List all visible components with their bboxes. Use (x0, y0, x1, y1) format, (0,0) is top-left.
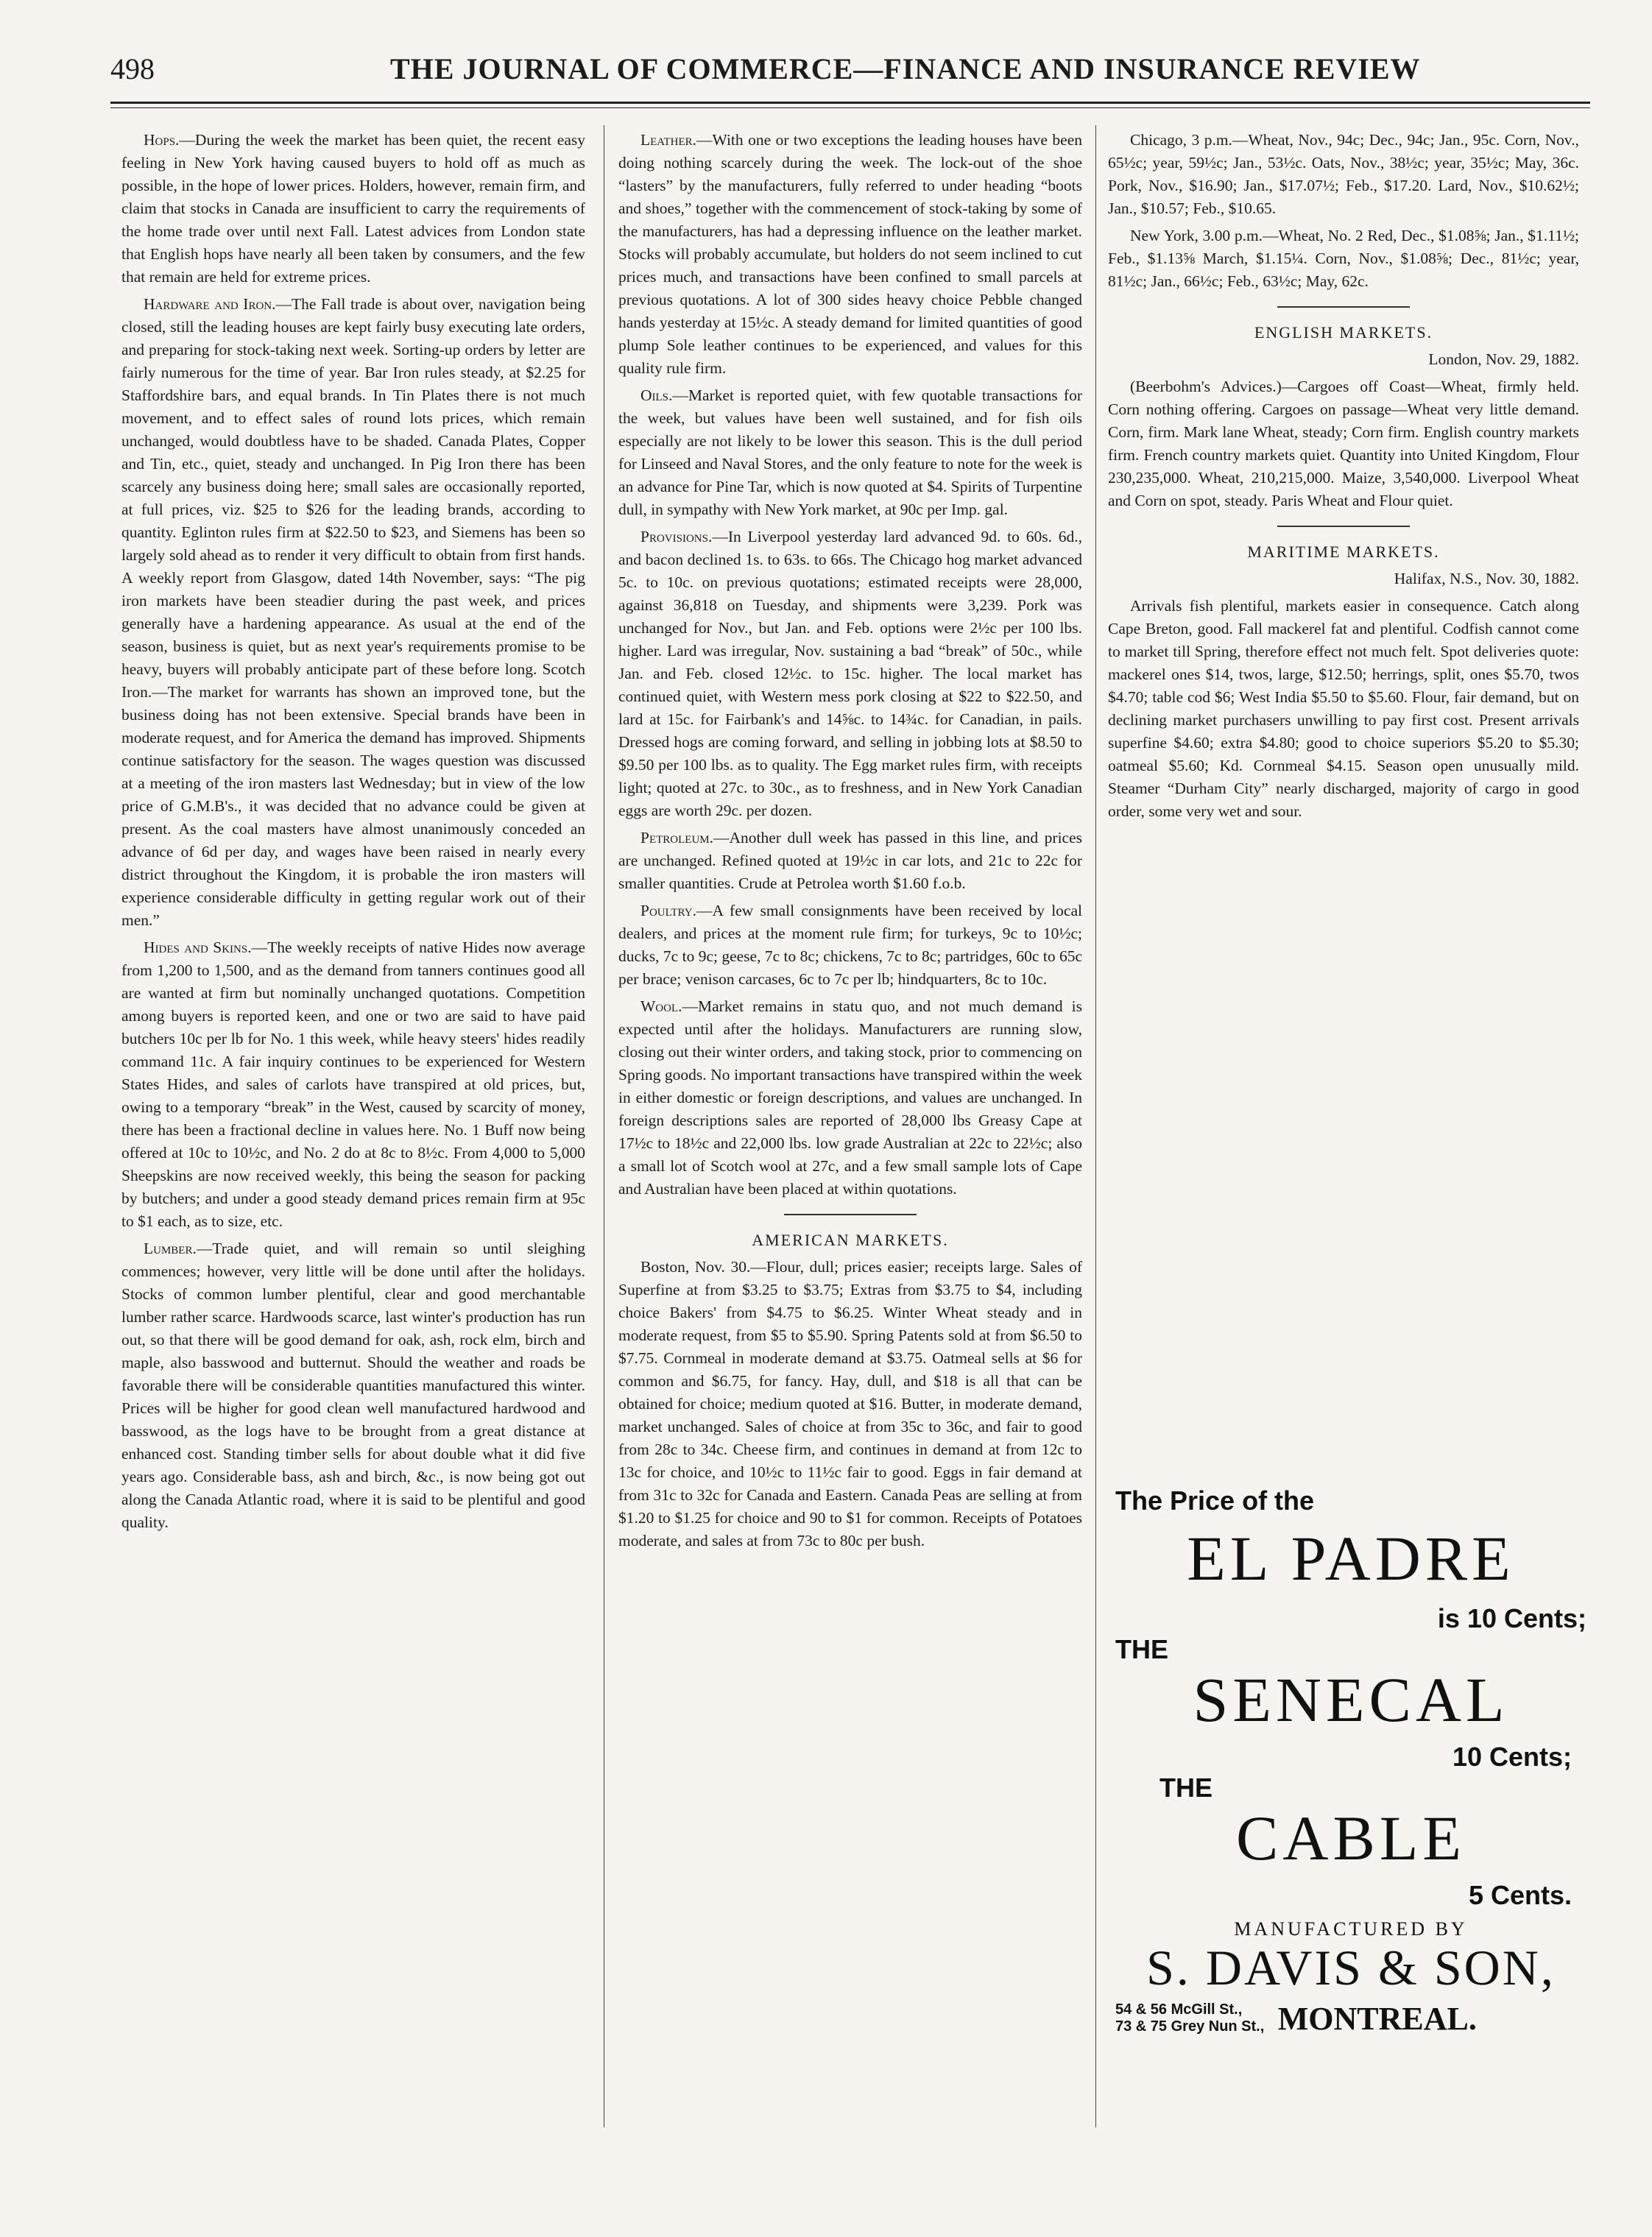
cigar-advertisement (1115, 1485, 1586, 2060)
ad-firm-name: S. DAVIS & SON, (1146, 1940, 1556, 1996)
article-body: Trade quiet, and will remain so until sleighing commences; however, very little will be done until after the holidays. Stocks of common lumber plentiful, clear and good merchantable lumber rather scarce. Hardwoods scarce, last winter's production has run out, so that there will be good demand for oak, ash, rock elm, birch and maple, also basswood and butternut. Should the weather and roads be favorable there will be considerable quantities manufactured this winter. Prices will be higher for good clean well manufactured hardwood and basswood, as the logs have to be brought from a great distance at enhanced cost. Standing timber sells for about double what it did five years ago. Considerable bass, ash and birch, &c., is now being got out along the Canada Atlantic road, where it is said to be plentiful and good quality. (121, 1240, 585, 1531)
article-head: Hides and Skins. (144, 939, 252, 956)
column-divider (1095, 125, 1096, 2127)
article-head: Hardware and Iron. (144, 295, 276, 313)
article-lumber: Lumber.—Trade quiet, and will remain so until sleighing commences; however, very little will be done until after the holidays. Stocks of common lumber plentiful, clear and good merchantable lumber rather scarce. Hardwoods scarce, last winter's production has run out, so that there will be good demand for oak, ash, rock elm, birch and maple, also basswood and butternut. Should the weather and roads be favorable there will be considerable quantities manufactured this winter. Prices will be higher for good clean well manufactured hardwood and basswood, as the logs have to be brought from a great distance at enhanced cost. Standing timber sells for about double what it did five years ago. Considerable bass, ash and birch, &c., is now being got out along the Canada Atlantic road, where it is said to be plentiful and good quality. (121, 1240, 585, 1531)
ad-price-cable: 5 Cents. (1468, 1880, 1572, 1910)
article-head: Wool. (640, 997, 682, 1015)
column-3 (1108, 129, 1579, 827)
ad-price-el-padre: is 10 Cents; (1437, 1603, 1586, 1633)
ad-brand-senecal: SENECAL (1193, 1664, 1509, 1735)
ad-price-senecal: 10 Cents; (1452, 1742, 1572, 1772)
article-body: The weekly receipts of native Hides now average from 1,200 to 1,500, and as the demand from tanners continues good all are wanted at firm but nominally unchanged quotations. Competition among buyers is reported keen, and one or two are said to have paid butchers 10c per lb for No. 1 this week, while heavy steers' hides readily command 11c. A fair inquiry continues to be experienced for Western States Hides, and sales of carlots have transpired at old prices, but, owing to a temporary “break” in the West, caused by scarcity of money, there has been a fractional decline in values here. No. 1 Buff now being offered at 10c to 10½c, and No. 2 do at 8c to 8½c. From 4,000 to 5,000 Sheepskins are now received weekly, this being the season for packing by butchers; and under a good steady demand prices remain firm at 95c to $1 each, as to size, etc. (121, 939, 585, 1230)
section-divider (1277, 306, 1410, 308)
article-head: Lumber. (144, 1240, 197, 1257)
ad-brand-el-padre: EL PADRE (1187, 1523, 1515, 1594)
ad-address-line: 73 & 75 Grey Nun St., (1115, 2018, 1265, 2035)
article-body: Another dull week has passed in this line, and prices are unchanged. Refined quoted at 19½c in car lots, and 21c to 22c for smaller quantities. Crude at Petrolea worth $1.60 f.o.b. (618, 829, 1082, 892)
article-body: A few small consignments have been received by local dealers, and prices at the moment rule firm; for turkeys, 9c to 10½c; ducks, 7c to 9c; geese, 7c to 8c; chickens, 7c to 8c; partridges, 60c to 65c per brace; venison carcases, 6c to 7c per lb; hindquarters, 8c to 10c. (618, 902, 1082, 988)
maritime-dateline: Halifax, N.S., Nov. 30, 1882. (1394, 570, 1579, 587)
ad-intro: The Price of the (1115, 1485, 1315, 1516)
ad-address (1115, 2000, 1586, 2038)
english-body: (Beerbohm's Advices.)—Cargoes off Coast—Wheat, firmly held. Corn nothing offering. Cargoes on passage—Wheat very little demand. Corn, firm. Mark lane Wheat, steady; Corn firm. English country markets firm. French country markets quiet. Quantity into United Kingdom, Flour 230,235,000. Wheat, 210,215,000. Maize, 3,540,000. Liverpool Wheat and Corn on spot, steady. Paris Wheat and Flour quiet. (1108, 378, 1579, 509)
american-boston: Boston, Nov. 30.—Flour, dull; prices easier; receipts large. Sales of Superfine at from $3.25 to $3.75; Extras from $3.75 to $4, including choice Bakers' from $4.75 to $6.25. Winter Wheat steady and in moderate request, from $5 to $5.90. Spring Patents sold at from $6.50 to $7.75. Cornmeal in moderate demand at $3.75. Oatmeal sells at $6 for common and $6.75, for fancy. Hay, dull, and $18 is all that can be obtained for choice; medium quoted at $16. Butter, in moderate demand, market unchanged. Sales of choice at from 35c to 36c, and fair to good from 28c to 34c. Cheese firm, and continues in demand at from 12c to 13c for choice, and 10½c to 11½c fair to good. Eggs in fair demand at from 31c to 32c for Canada and Eastern. Canada Peas are selling at from $1.20 to $1.25 for choice and 90 to $1 for common. Receipts of Potatoes moderate, and sales at from 73c to 80c per bush. (618, 1258, 1082, 1549)
american-newyork: New York, 3.00 p.m.—Wheat, No. 2 Red, Dec., $1.08⅝; Jan., $1.11½; Feb., $1.13⅝ March, $1.15¼. Corn, Nov., $1.08⅝; Dec., 81½c; year, 81½c; Jan., 66½c; Feb., 63½c; May, 62c. (1108, 227, 1579, 290)
article-head: Oils. (640, 386, 673, 404)
article-head: Leather. (640, 131, 697, 149)
article-body: With one or two exceptions the leading houses have been doing nothing scarcely during the week. The lock-out of the shoe “lasters” by the manufacturers, fully referred to under heading “boots and shoes,” together with the commencement of stock-taking by some of the manufacturers, has had a depressing influence on the leather market. Stocks will probably accumulate, but holders do not seem inclined to cut prices much, and transactions have been confined to small parcels at previous quotations. A lot of 300 sides heavy choice Pebble changed hands yesterday at 15½c. A steady demand for limited quantities of good plump Sole leather continues to be experienced, and values for this quality rule firm. (618, 131, 1082, 377)
article-head: Poultry. (640, 902, 696, 919)
section-divider (1277, 526, 1410, 527)
column-1 (121, 129, 585, 1538)
article-head: Petroleum. (640, 829, 713, 847)
article-body: The Fall trade is about over, navigation being closed, still the leading houses are kept fairly busy executing late orders, and preparing for stock-taking next week. Sorting-up orders by letter are fairly numerous for the time of year. Bar Iron rules steady, at $2.25 for Staffordshire bars, and equal brands. In Tin Plates there is not much movement, and to effect sales of round lots prices, which remain unchanged, would doubtless have to be shaded. Canada Plates, Copper and Tin, etc., quiet, steady and unchanged. In Pig Iron there has been scarcely any business doing here; small sales are occasionally reported, at full prices, viz. $25 to $26 for the leading brands, according to quantity. Eglinton rules firm at $22.50 to $23, and Siemens has been so largely sold ahead as to render it very difficult to obtain from first hands. A weekly report from Glasgow, dated 14th November, says: “The pig iron markets have been steadier during the past week, and prices generally have a hardening appearance. As usual at the end of the season, business is quiet, but as next year's requirements promise to be heavy, buyers will probably anticipate part of these before long. Scotch Iron.—The market for warrants has shown an improved tone, but the business doing has not been extensive. Special brands have been in moderate request, and for America the demand has improved. Shipments continue satisfactory for the season. The wages question was discussed at a meeting of the iron masters last Wednesday; but in view of the low price of G.M.B's., it was decided that no advance could be given at present. As the coal masters have almost unanimously conceded an advance of 6d per day, and wages have been raised in nearly every district throughout the Kingdom, it is probable the iron masters will experience considerable difficulty in getting regular work out of their men.” (121, 295, 585, 929)
section-divider (784, 1214, 917, 1215)
article-hops: Hops.—During the week the market has been quiet, the recent easy feeling in New York having caused buyers to hold off as much as possible, in the hope of lower prices. Holders, however, remain firm, and claim that stocks in Canada are insufficient to carry the requirements of the home trade over until next Fall. Latest advices from London state that English hops have nearly all been taken by consumers, and the few that remain are held for extreme prices. (121, 131, 585, 286)
article-head: Provisions. (640, 528, 713, 545)
article-poultry: Poultry.—A few small consignments have been received by local dealers, and prices at the moment rule firm; for turkeys, 9c to 10½c; ducks, 7c to 9c; geese, 7c to 8c; chickens, 7c to 8c; partridges, 60c to 65c per brace; venison carcases, 6c to 7c per lb; hindquarters, 8c to 10c. (618, 902, 1082, 988)
article-body: In Liverpool yesterday lard advanced 9d. to 60s. 6d., and bacon declined 1s. to 63s. to 66s. The Chicago hog market advanced 5c. to 10c. on previous quotations; estimated receipts were 28,000, against 36,818 on Tuesday, and shipments were 3,239. Pork was unchanged for Nov., but Jan. and Feb. options were 2½c per 100 lbs. higher. Lard was irregular, Nov. sustaining a bad “break” of 50c., while Jan. and Feb. closed 12½c. to 15c. higher. The local market has continued quiet, with Western mess pork closing at $22 to $22.50, and lard at 15c. for Fairbank's and 14⅝c. to 14¾c. for Canadian, in pails. Dressed hogs are coming forward, and selling in jobbing lots at $8.50 to $9.50 per 100 lbs. as to quality. The Egg market rules firm, with receipts light; quoted at 27c. to 30c., as to freshness, and in New York Canadian eggs are worth 29c. per dozen. (618, 528, 1082, 819)
article-wool: Wool.—Market remains in statu quo, and not much demand is expected until after the holidays. Manufacturers are running slow, closing out their winter orders, and taking stock, prior to commencing on Spring goods. No important transactions have transpired within the week in either domestic or foreign descriptions, and values are unchanged. In foreign descriptions sales are reported of 28,000 lbs Greasy Cape at 17½c to 18½c and 22,000 lbs. low grade Australian at 22c to 22½c; also a small lot of Scotch wool at 27c, and a few small sample lots of Cape and Australian have been placed at within quotations. (618, 997, 1082, 1198)
article-oils: Oils.—Market is reported quiet, with few quotable transactions for the week, but values have been well sustained, and for fish oils especially are not likely to be lower this season. This is the dull period for Linseed and Naval Stores, and the only feature to note for the week is an advance for Pine Tar, which is now quoted at $4. Spirits of Turpentine dull, in sympathy with New York market, at 90c per Imp. gal. (618, 386, 1082, 518)
ad-address-lines (1115, 2001, 1264, 2035)
ad-the: THE (1159, 1773, 1212, 1803)
header-rule (110, 102, 1590, 104)
page-number: 498 (110, 52, 155, 85)
english-dateline: London, Nov. 29, 1882. (1428, 350, 1579, 368)
ad-address-line: 54 & 56 McGill St., (1115, 2001, 1243, 2018)
article-body: During the week the market has been quiet, the recent easy feeling in New York having caused buyers to hold off as much as possible, in the hope of lower prices. Holders, however, remain firm, and claim that stocks in Canada are insufficient to carry the requirements of the home trade over until next Fall. Latest advices from London state that English hops have nearly all been taken by consumers, and the few that remain are held for extreme prices. (121, 131, 585, 286)
journal-title: THE JOURNAL OF COMMERCE—FINANCE AND INSURANCE REVIEW (390, 52, 1421, 85)
ad-city: MONTREAL. (1277, 2000, 1477, 2037)
article-hides: Hides and Skins.—The weekly receipts of native Hides now average from 1,200 to 1,500, and as the demand from tanners continues good all are wanted at firm but nominally unchanged quotations. Competition among buyers is reported keen, and one or two are said to have paid butchers 10c per lb for No. 1 this week, while heavy steers' hides readily command 11c. A fair inquiry continues to be experienced for Western States Hides, and sales of carlots have transpired at old prices, but, owing to a temporary “break” in the West, caused by scarcity of money, there has been a fractional decline in values here. No. 1 Buff now being offered at 10c to 10½c, and No. 2 do at 8c to 8½c. From 4,000 to 5,000 Sheepskins are now received weekly, this being the season for packing by butchers; and under a good steady demand prices remain firm at 95c to $1 each, as to size, etc. (121, 939, 585, 1230)
article-body: Market remains in statu quo, and not much demand is expected until after the holidays. Manufacturers are running slow, closing out their winter orders, and taking stock, prior to commencing on Spring goods. No important transactions have transpired within the week in either domestic or foreign descriptions, and values are unchanged. In foreign descriptions sales are reported of 28,000 lbs Greasy Cape at 17½c to 18½c and 22,000 lbs. low grade Australian at 22c to 22½c; also a small lot of Scotch wool at 27c, and a few small sample lots of Cape and Australian have been placed at within quotations. (618, 997, 1082, 1198)
maritime-markets-title: MARITIME MARKETS. (1247, 543, 1440, 561)
ad-the: THE (1115, 1634, 1168, 1664)
article-leather: Leather.—With one or two exceptions the leading houses have been doing nothing scarcely during the week. The lock-out of the shoe “lasters” by the manufacturers, fully referred to under heading “boots and shoes,” together with the commencement of stock-taking by some of the manufacturers, has had a depressing influence on the leather market. Stocks will probably accumulate, but holders do not seem inclined to cut prices much, and transactions have been confined to small parcels at previous quotations. A lot of 300 sides heavy choice Pebble changed hands yesterday at 15½c. A steady demand for limited quantities of good plump Sole leather continues to be experienced, and values for this quality rule firm. (618, 131, 1082, 377)
column-2 (618, 129, 1082, 1557)
article-body: Market is reported quiet, with few quotable transactions for the week, but values have been well sustained, and for fish oils especially are not likely to be lower this season. This is the dull period for Linseed and Naval Stores, and the only feature to note for the week is an advance for Pine Tar, which is now quoted at $4. Spirits of Turpentine dull, in sympathy with New York market, at 90c per Imp. gal. (618, 386, 1082, 518)
page-header (110, 52, 1590, 96)
article-provisions: Provisions.—In Liverpool yesterday lard advanced 9d. to 60s. 6d., and bacon declined 1s. to 63s. to 66s. The Chicago hog market advanced 5c. to 10c. on previous quotations; estimated receipts were 28,000, against 36,818 on Tuesday, and shipments were 3,239. Pork was unchanged for Nov., but Jan. and Feb. options were 2½c per 100 lbs. higher. Lard was irregular, Nov. sustaining a bad “break” of 50c., while Jan. and Feb. closed 12½c. to 15c. higher. The local market has continued quiet, with Western mess pork closing at $22 to $22.50, and lard at 15c. for Fairbank's and 14⅝c. to 14¾c. for Canadian, in pails. Dressed hogs are coming forward, and selling in jobbing lots at $8.50 to $9.50 per 100 lbs. as to quality. The Egg market rules firm, with receipts light; quoted at 27c. to 30c., as to freshness, and in New York Canadian eggs are worth 29c. per dozen. (618, 528, 1082, 819)
header-rule-thin (110, 107, 1590, 108)
american-chicago: Chicago, 3 p.m.—Wheat, Nov., 94c; Dec., 94c; Jan., 95c. Corn, Nov., 65½c; year, 59½c; Jan., 53½c. Oats, Nov., 38½c; year, 35½c; May, 36c. Pork, Nov., $16.90; Jan., $17.07½; Feb., $17.20. Lard, Nov., $10.62½; Jan., $10.57; Feb., $10.65. (1108, 131, 1579, 217)
english-markets-title: ENGLISH MARKETS. (1254, 323, 1433, 342)
ad-manufactured-by: MANUFACTURED BY (1234, 1918, 1468, 1940)
article-head: Hops. (144, 131, 180, 149)
ad-brand-cable: CABLE (1236, 1803, 1466, 1873)
article-petroleum: Petroleum.—Another dull week has passed in this line, and prices are unchanged. Refined quoted at 19½c in car lots, and 21c to 22c for smaller quantities. Crude at Petrolea worth $1.60 f.o.b. (618, 829, 1082, 892)
maritime-body: Arrivals fish plentiful, markets easier in consequence. Catch along Cape Breton, good. Fall mackerel fat and plentiful. Codfish cannot come to market till Spring, therefore effect not much felt. Spot deliveries quote: mackerel ones $14, twos, large, $12.50; herrings, split, ones $5.70, twos $4.70; table cod $6; West India $5.50 to $5.60. Flour, fair demand, but on declining market purchasers unwilling to pay first cost. Present arrivals superfine $4.60; extra $4.80; good to choice superiors $5.20 to $5.30; oatmeal $5.60; Kd. Cornmeal $4.15. Season open unusually mild. Steamer “Durham City” nearly discharged, majority of cargo in good order, some very wet and sour. (1108, 597, 1579, 820)
american-markets-title: AMERICAN MARKETS. (752, 1231, 949, 1249)
article-hardware: Hardware and Iron.—The Fall trade is about over, navigation being closed, still the leading houses are kept fairly busy executing late orders, and preparing for stock-taking next week. Sorting-up orders by letter are fairly numerous for the time of year. Bar Iron rules steady, at $2.25 for Staffordshire bars, and equal brands. In Tin Plates there is not much movement, and to effect sales of round lots prices, which remain unchanged, would doubtless have to be shaded. Canada Plates, Copper and Tin, etc., quiet, steady and unchanged. In Pig Iron there has been scarcely any business doing here; small sales are occasionally reported, at full prices, viz. $25 to $26 for the leading brands, according to quantity. Eglinton rules firm at $22.50 to $23, and Siemens has been so largely sold ahead as to render it very difficult to obtain from first hands. A weekly report from Glasgow, dated 14th November, says: “The pig iron markets have been steadier during the past week, and prices generally have a hardening appearance. As usual at the end of the season, business is quiet, but as next year's requirements promise to be heavy, buyers will probably anticipate part of these before long. Scotch Iron.—The market for warrants has shown an improved tone, but the business doing has not been extensive. Special brands have been in moderate request, and for America the demand has improved. Shipments continue satisfactory for the season. The wages question was discussed at a meeting of the iron masters last Wednesday; but in view of the low price of G.M.B's., it was decided that no advance could be given at present. As the coal masters have almost unanimously conceded an advance of 6d per day, and wages have been raised in nearly every district throughout the Kingdom, it is probable the iron masters will experience considerable difficulty in getting regular work out of their men.” (121, 295, 585, 929)
